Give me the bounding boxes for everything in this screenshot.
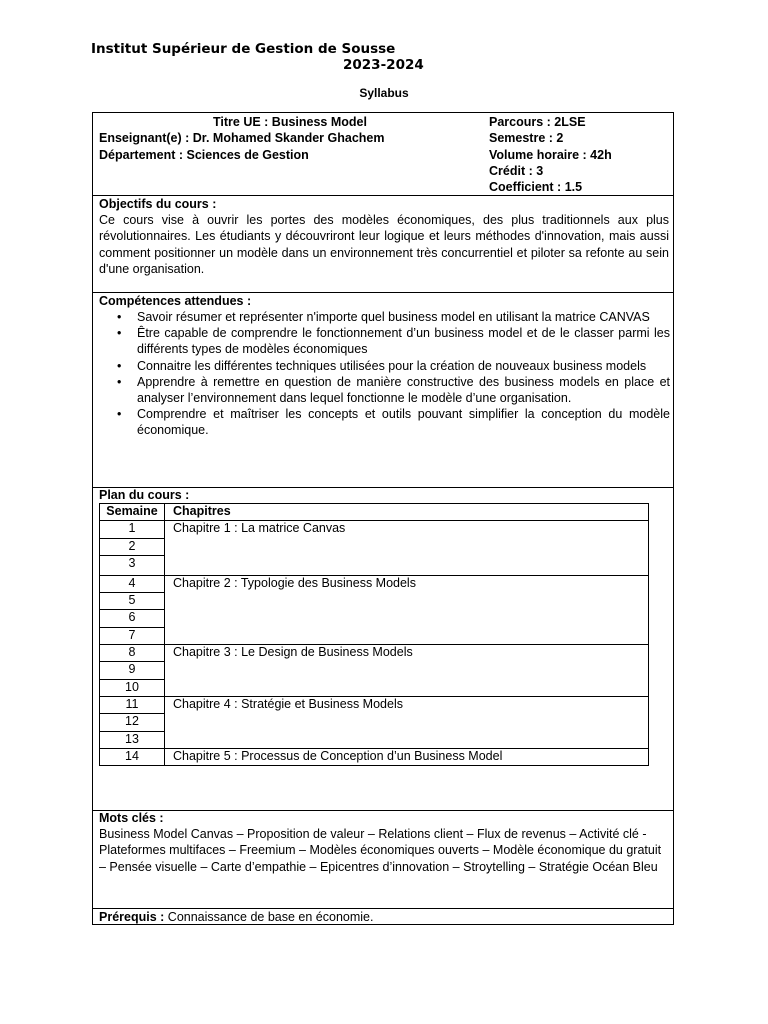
academic-year: 2023-2024: [343, 57, 424, 73]
plan-table: [99, 503, 649, 766]
bullet: •: [117, 310, 122, 324]
bullet: •: [117, 407, 122, 422]
week-cell: 6: [100, 610, 165, 627]
list-item-text: Savoir résumer et représenter n'importe quel business model en utilisant la matrice CANVAS: [137, 310, 650, 324]
table-row: [100, 748, 649, 765]
ue-title: Titre UE : Business Model: [213, 115, 367, 129]
divider: [93, 810, 673, 811]
keywords-text: Business Model Canvas – Proposition de valeur – Relations client – Flux de revenus – Activité clé - Plateformes multifaces – Freemium – Modèles économiques ouverts – Modèle économique du gratuit – Pensée visuelle – Carte d’empathie – Epicentres d’innovation – Stroytelling – Stratégie Océan Bleu: [99, 827, 662, 874]
week-cell: 13: [100, 731, 165, 748]
prerequisites-text: Connaissance de base en économie.: [164, 910, 374, 924]
list-item-text: Comprendre et maîtriser les concepts et outils pouvant simplifier la conception du modèle économique.: [137, 407, 670, 438]
prerequisites: [99, 909, 373, 925]
list-item: [117, 325, 670, 357]
syllabus-frame: [92, 112, 674, 925]
week-cell: 12: [100, 714, 165, 731]
list-item: [117, 358, 670, 374]
chapter-cell: Chapitre 1 : La matrice Canvas: [165, 521, 649, 576]
competences-list: [117, 309, 670, 439]
objectives-text: Ce cours vise à ouvrir les portes des modèles économiques, des plus traditionnels aux plus révolutionnaires. Les étudiants y découvriront leur logique et leurs méthodes d'innovation, mais aussi comment positionner un modèle dans un environnement très concurrentiel et piloter sa refonte au sein d'une organisation.: [99, 213, 669, 277]
week-cell: 7: [100, 627, 165, 644]
list-item-text: Apprendre à remettre en question de manière constructive des business models en place et analyser l’environnement dans lequel fonctionne le modèle d’une organisation.: [137, 374, 670, 406]
list-item: [117, 309, 670, 325]
week-cell: 14: [100, 748, 165, 765]
chapter-cell: Chapitre 3 : Le Design de Business Models: [165, 645, 649, 697]
objectives-heading: Objectifs du cours :: [99, 197, 217, 211]
week-cell: 3: [100, 555, 165, 575]
bullet: •: [117, 326, 122, 341]
keywords-heading: Mots clés :: [99, 811, 164, 825]
table-header-row: [100, 504, 649, 521]
week-cell: 10: [100, 679, 165, 696]
chapter-cell: Chapitre 2 : Typologie des Business Models: [165, 575, 649, 644]
col-header-week: Semaine: [100, 504, 165, 521]
chapter-cell: Chapitre 5 : Processus de Conception d’un Business Model: [165, 748, 649, 765]
week-cell: 8: [100, 645, 165, 662]
week-cell: 5: [100, 593, 165, 610]
table-row: [100, 645, 649, 662]
volume-horaire: Volume horaire : 42h: [489, 148, 612, 162]
teacher: Enseignant(e) : Dr. Mohamed Skander Ghachem: [99, 131, 385, 145]
week-cell: 1: [100, 521, 165, 538]
credit: Crédit : 3: [489, 164, 544, 178]
list-item-text: Connaitre les différentes techniques utilisées pour la création de nouveaux business models: [137, 358, 647, 373]
week-cell: 9: [100, 662, 165, 679]
week-cell: 4: [100, 575, 165, 592]
table-row: [100, 521, 649, 538]
list-item-text: Être capable de comprendre le fonctionnement d’un business model et de le classer parmi les différents types de modèles économiques: [137, 326, 670, 357]
document-title: Syllabus: [359, 86, 409, 100]
prerequisites-label: Prérequis :: [99, 910, 165, 924]
semestre: Semestre : 2: [489, 131, 564, 145]
parcours: Parcours : 2LSE: [489, 115, 586, 129]
list-item: [117, 406, 670, 438]
table-row: [100, 696, 649, 713]
table-row: [100, 575, 649, 592]
chapter-cell: Chapitre 4 : Stratégie et Business Models: [165, 696, 649, 748]
plan-heading: Plan du cours :: [99, 488, 190, 502]
list-item: [117, 374, 670, 406]
week-cell: 2: [100, 538, 165, 555]
institution-name: Institut Supérieur de Gestion de Sousse: [91, 41, 396, 57]
col-header-chapter: Chapitres: [165, 504, 649, 521]
competences-heading: Compétences attendues :: [99, 294, 252, 308]
coefficient: Coefficient : 1.5: [489, 180, 583, 194]
week-cell: 11: [100, 696, 165, 713]
department: Département : Sciences de Gestion: [99, 148, 309, 162]
bullet: •: [117, 358, 122, 373]
bullet: •: [117, 374, 122, 389]
